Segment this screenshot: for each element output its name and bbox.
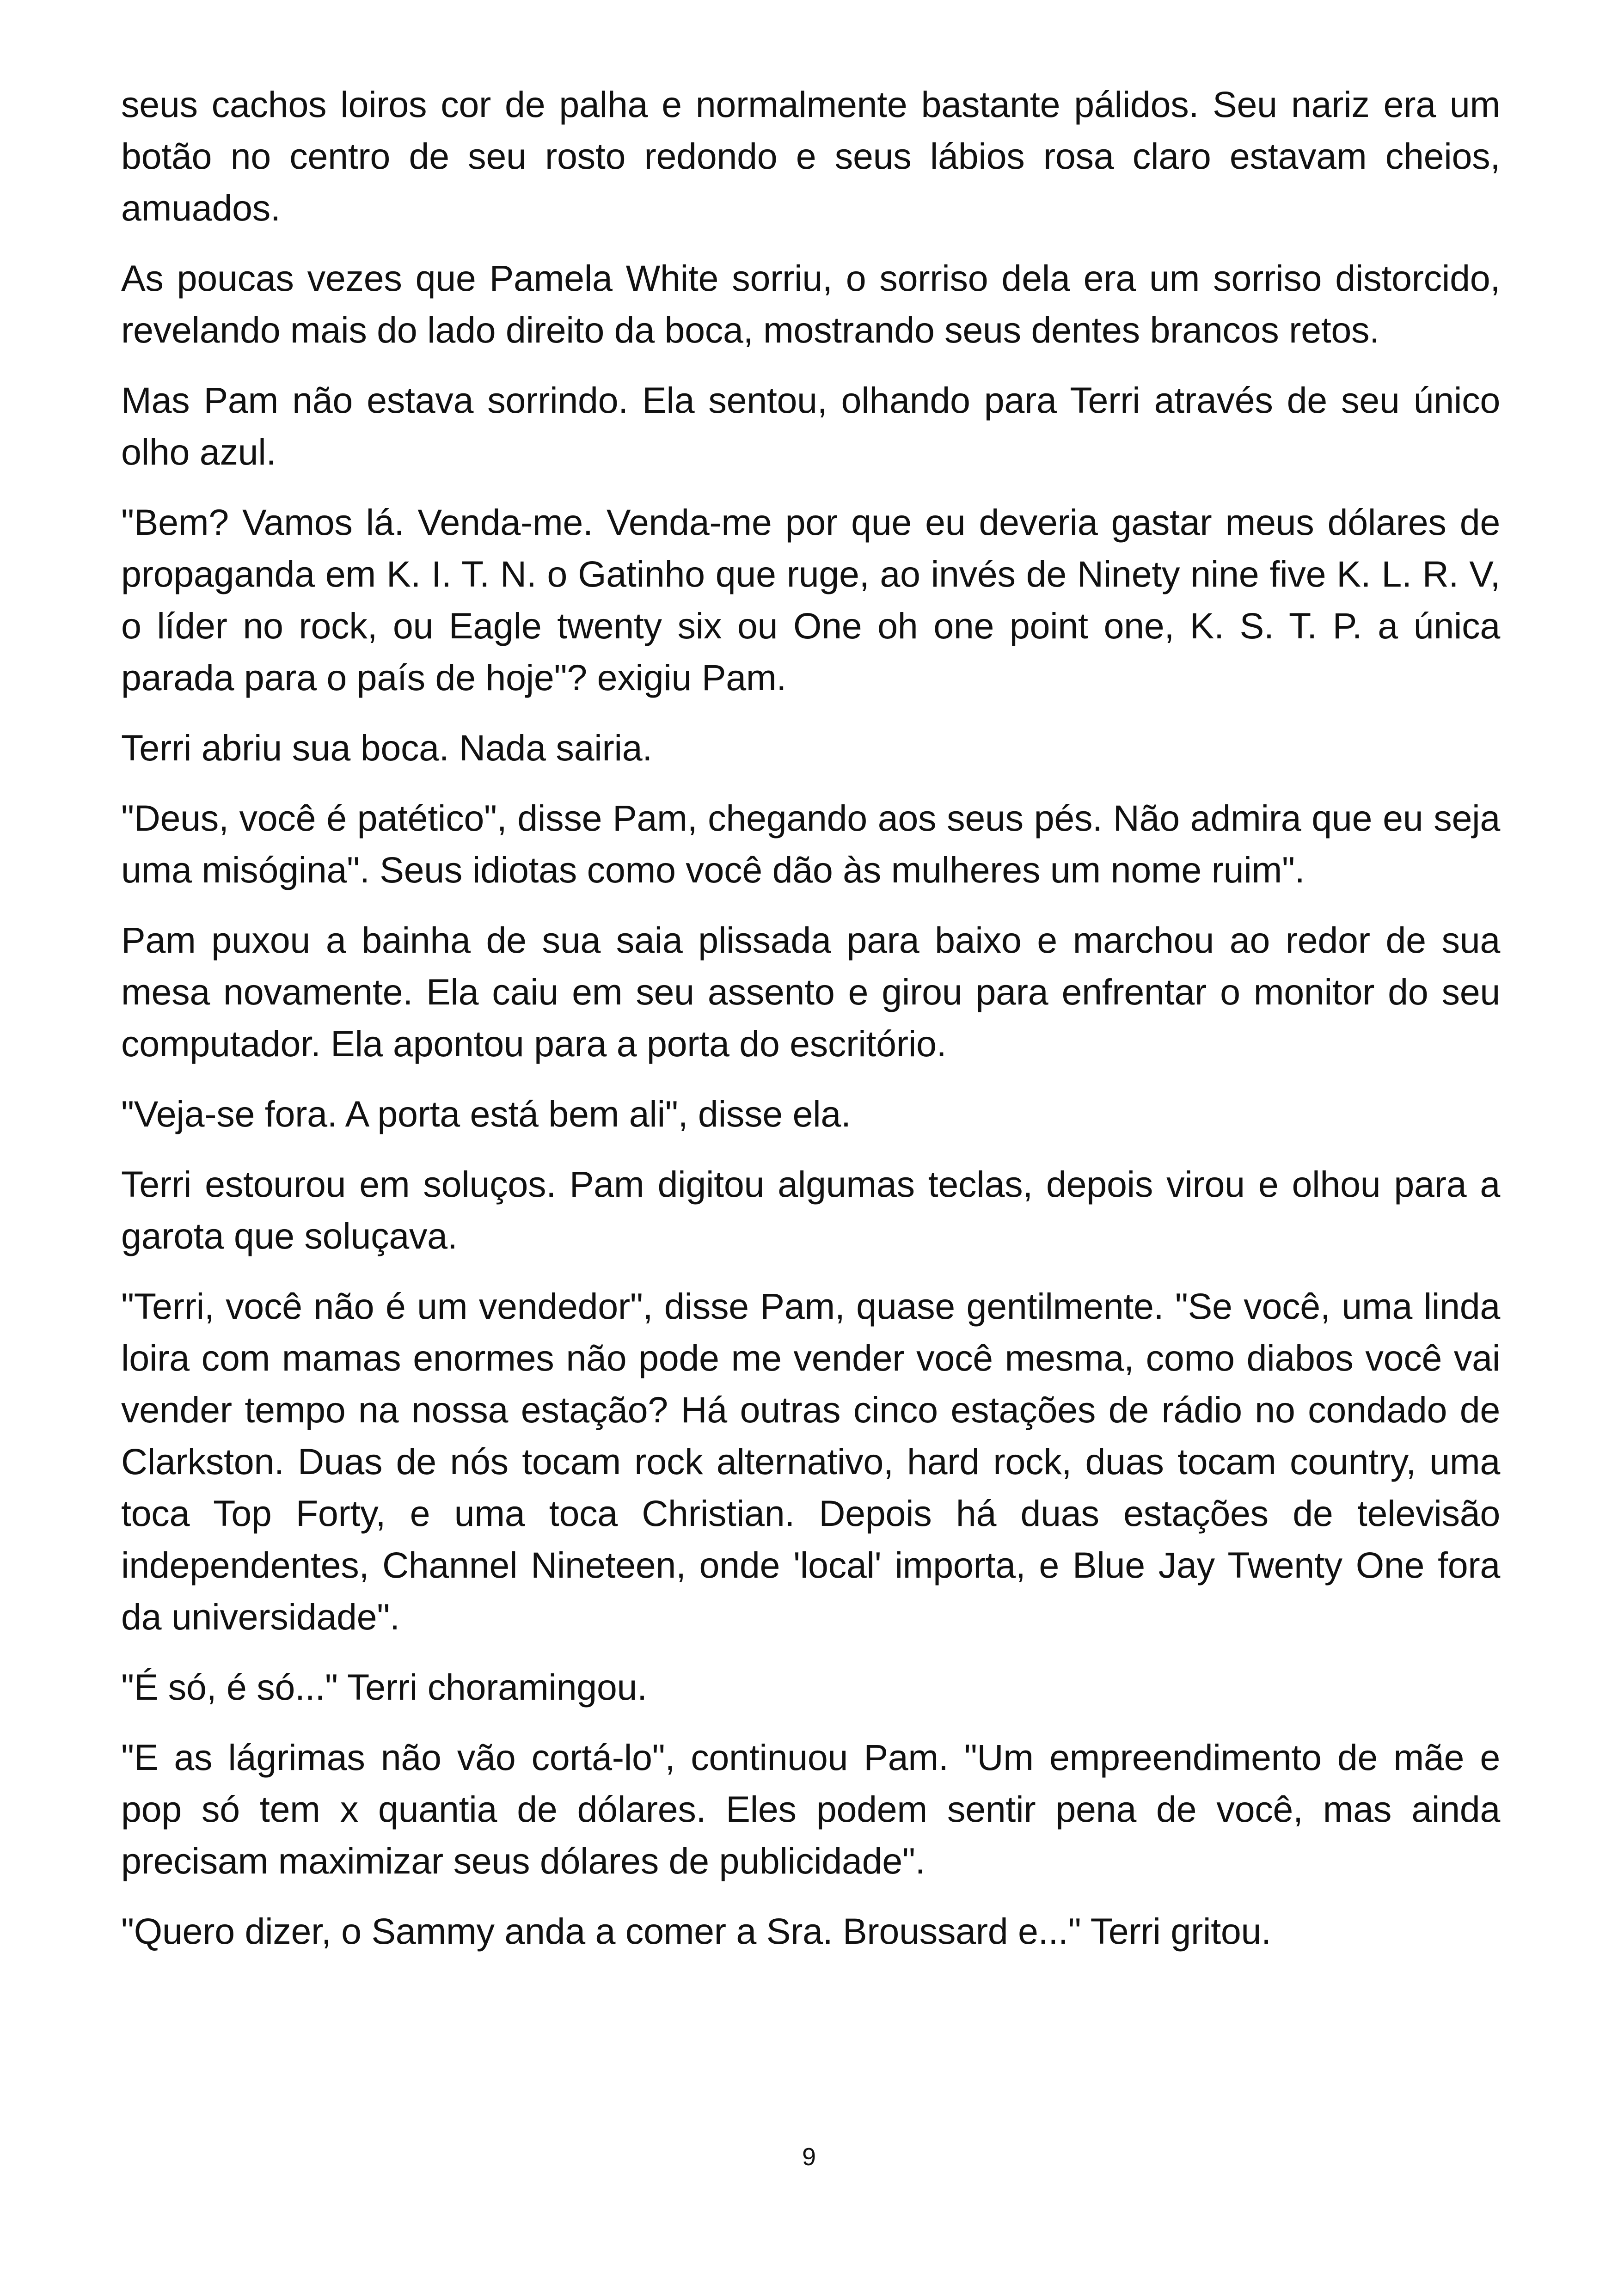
paragraph: As poucas vezes que Pamela White sorriu, o sorriso dela era um sorriso distorcido, revelando mais do lado direito da boca, mostrando seus dentes brancos retos. [121, 257, 1500, 350]
paragraph: "Terri, você não é um vendedor", disse Pam, quase gentilmente. "Se você, uma linda loira com mamas enormes não pode me vender você mesma, como diabos você vai vender tempo na nossa estação? Há outras cinco estações de rádio no condado de Clarkston. Duas de nós tocam rock alternativo, hard rock, duas tocam country, uma toca Top Forty, e uma toca Christian. Depois há duas estações de televisão independentes, Channel Nineteen, onde 'local' importa, e Blue Jay Twenty One fora da universidade". [121, 1286, 1500, 1637]
paragraph: "E as lágrimas não vão cortá-lo", continuou Pam. "Um empreendimento de mãe e pop só tem x quantia de dólares. Eles podem sentir pena de você, mas ainda precisam maximizar seus dólares de publicidade". [121, 1737, 1500, 1881]
paragraph: "Quero dizer, o Sammy anda a comer a Sra. Broussard e..." Terri gritou. [121, 1910, 1271, 1952]
page-number: 9 [802, 2143, 816, 2171]
paragraph: Terri estourou em soluços. Pam digitou algumas teclas, depois virou e olhou para a garota que soluçava. [121, 1163, 1500, 1256]
paragraph: Pam puxou a bainha de sua saia plissada para baixo e marchou ao redor de sua mesa novamente. Ela caiu em seu assento e girou para enfrentar o monitor do seu computador. Ela apontou para a porta do escritório. [121, 919, 1500, 1064]
paragraph: seus cachos loiros cor de palha e normalmente bastante pálidos. Seu nariz era um botão no centro de seu rosto redondo e seus lábios rosa claro estavam cheios, amuados. [121, 84, 1500, 228]
paragraph: "Deus, você é patético", disse Pam, chegando aos seus pés. Não admira que eu seja uma misógina". Seus idiotas como você dão às mulheres um nome ruim". [121, 797, 1500, 890]
paragraph: "Bem? Vamos lá. Venda-me. Venda-me por que eu deveria gastar meus dólares de propaganda em K. I. T. N. o Gatinho que ruge, ao invés de Ninety nine five K. L. R. V, o líder no rock, ou Eagle twenty six ou One oh one point one, K. S. T. P. a única parada para o país de hoje"? exigiu Pam. [121, 502, 1500, 698]
paragraph: Mas Pam não estava sorrindo. Ela sentou, olhando para Terri através de seu único olho azul. [121, 380, 1500, 472]
paragraph: "É só, é só..." Terri choramingou. [121, 1666, 647, 1708]
page-body [121, 79, 1500, 1976]
paragraph: Terri abriu sua boca. Nada sairia. [121, 727, 653, 768]
paragraph: "Veja-se fora. A porta está bem ali", disse ela. [121, 1093, 851, 1134]
